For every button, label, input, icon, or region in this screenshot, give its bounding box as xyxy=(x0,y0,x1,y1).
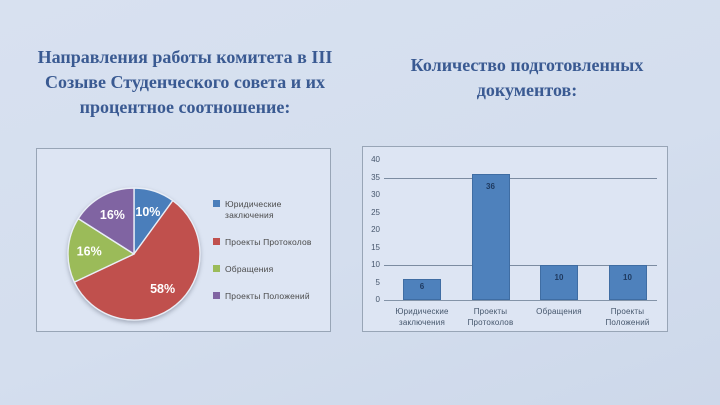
pie-slice-label: 16% xyxy=(76,244,102,259)
pie-slice-label: 58% xyxy=(150,282,176,297)
y-axis-tick-label: 0 xyxy=(375,295,380,304)
x-axis-category-label: Проекты Положений xyxy=(605,307,650,327)
legend-swatch xyxy=(213,238,220,245)
y-axis-tick-label: 5 xyxy=(375,277,380,287)
x-axis-category-label: Проекты Протоколов xyxy=(467,307,514,327)
legend-item xyxy=(213,264,329,275)
pie-chart-title: Направления работы комитета в III Созыве Студенческого совета и их процентное соотношение: xyxy=(37,47,333,117)
bar-value-label: 10 xyxy=(623,273,632,282)
bar-chart xyxy=(363,147,667,331)
y-axis-tick-label: 35 xyxy=(371,172,380,182)
bar-value-label: 6 xyxy=(419,282,425,291)
x-axis-category-label: Юридические заключения xyxy=(395,307,449,327)
legend-label: Проекты Положений xyxy=(225,291,310,301)
y-axis-tick-label: 30 xyxy=(371,190,380,199)
y-axis-tick-label: 25 xyxy=(371,207,380,217)
bar xyxy=(472,174,510,300)
y-axis-tick-label: 40 xyxy=(371,155,380,164)
pie-chart-panel xyxy=(36,148,331,332)
pie-slice-label: 10% xyxy=(135,204,161,219)
bar-value-label: 36 xyxy=(486,182,495,191)
bar xyxy=(609,265,647,300)
legend-label: Обращения xyxy=(225,264,274,274)
bar-value-label: 10 xyxy=(554,273,564,282)
legend-item xyxy=(213,291,329,302)
legend-swatch xyxy=(213,265,220,272)
pie-slice-label: 16% xyxy=(99,208,125,223)
legend-swatch xyxy=(213,200,220,207)
legend-swatch xyxy=(213,292,220,299)
legend-label: Проекты Протоколов xyxy=(225,237,312,247)
legend-item xyxy=(213,237,329,248)
pie-legend xyxy=(213,199,329,318)
gridline xyxy=(384,178,657,179)
legend-item xyxy=(213,199,329,221)
bar-chart-panel xyxy=(362,146,668,332)
x-axis-line xyxy=(384,300,657,301)
y-axis-tick-label: 10 xyxy=(371,260,380,269)
bar-chart-title: Количество подготовленных документов: xyxy=(410,55,644,100)
bar xyxy=(540,265,578,300)
y-axis-tick-label: 15 xyxy=(371,242,380,252)
x-axis-category-label: Обращения xyxy=(536,307,582,316)
legend-label: Юридические заключения xyxy=(225,199,282,220)
y-axis-tick-label: 20 xyxy=(371,225,380,234)
